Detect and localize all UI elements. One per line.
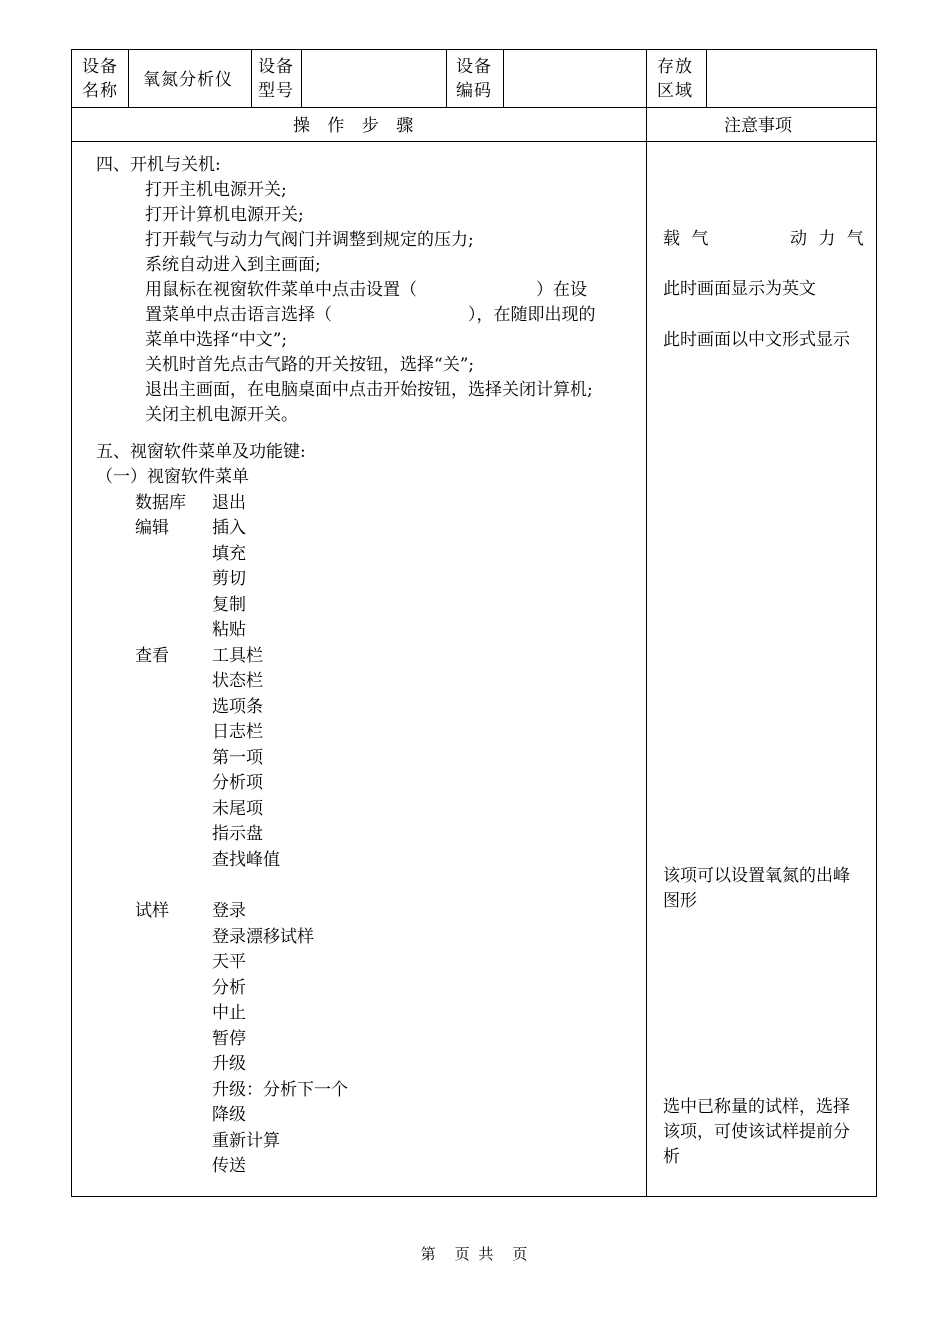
menu-item: 降级 <box>212 1105 246 1125</box>
menu-item: 填充 <box>212 544 246 564</box>
section4-line: 关闭主机电源开关。 <box>145 405 298 425</box>
menu-name: 查看 <box>135 646 169 666</box>
page-footer: 第 页 共 页 <box>420 1245 530 1263</box>
section4-title: 四、开机与关机: <box>96 155 221 175</box>
notes-column-header: 注意事项 <box>724 116 792 136</box>
menu-item: 工具栏 <box>212 646 263 666</box>
menu-item: 日志栏 <box>212 722 263 742</box>
menu-item: 状态栏 <box>212 671 263 691</box>
menu-name: 试样 <box>135 901 169 921</box>
menu-item: 第一项 <box>212 748 263 768</box>
menu-item: 查找峰值 <box>212 850 280 870</box>
menu-item: 升级 <box>212 1054 246 1074</box>
section5-title: 五、视窗软件菜单及功能键: <box>96 442 306 462</box>
section5-subtitle: （一）视窗软件菜单 <box>96 467 249 487</box>
menu-item: 分析项 <box>212 773 263 793</box>
menu-item: 传送 <box>212 1156 246 1176</box>
menu-item: 未尾项 <box>212 799 263 819</box>
note-advance: 选中已称量的试样，选择该项，可使该试样提前分析 <box>663 1097 850 1167</box>
note-chinese: 此时画面以中文形式显示 <box>663 330 850 350</box>
menu-item: 选项条 <box>212 697 263 717</box>
menu-item: 天平 <box>212 952 246 972</box>
menu-item: 升级：分析下一个 <box>212 1080 348 1100</box>
note-power-gas: 动 力 气 <box>790 229 867 249</box>
section4-line: 退出主画面，在电脑桌面中点击开始按钮，选择关闭计算机; <box>145 380 593 400</box>
header-divider <box>71 107 877 108</box>
steps-column-header: 操 作 步 骤 <box>293 116 414 136</box>
section4-line: 关机时首先点击气路的开关按钮，选择“关”; <box>145 355 475 375</box>
section4-line: 打开主机电源开关; <box>145 180 287 200</box>
device-model-label: 设备 型号 <box>258 57 294 101</box>
storage-area-label: 存放 区域 <box>657 57 693 101</box>
notes-column-divider <box>646 49 647 1197</box>
note-english: 此时画面显示为英文 <box>663 279 816 299</box>
col-divider <box>128 49 129 107</box>
section4-line: 打开计算机电源开关; <box>145 205 304 225</box>
device-name-value: 氧氮分析仪 <box>143 70 233 90</box>
device-code-label: 设备 编码 <box>456 57 492 101</box>
device-name-label: 设备 名称 <box>82 57 118 101</box>
section4-line: 置菜单中点击语言选择（ ），在随即出现的 <box>145 305 596 325</box>
menu-item: 复制 <box>212 595 246 615</box>
note-peak: 该项可以设置氧氮的出峰图形 <box>663 866 850 911</box>
menu-item: 退出 <box>212 493 246 513</box>
menu-name: 数据库 <box>135 493 186 513</box>
menu-item: 分析 <box>212 978 246 998</box>
menu-item: 中止 <box>212 1003 246 1023</box>
menu-item: 登录漂移试样 <box>212 927 314 947</box>
menu-item: 插入 <box>212 518 246 538</box>
col-divider <box>503 49 504 107</box>
menu-item: 剪切 <box>212 569 246 589</box>
section4-line: 系统自动进入到主画面; <box>145 255 321 275</box>
column-header-divider <box>71 141 877 142</box>
menu-item: 暂停 <box>212 1029 246 1049</box>
menu-item: 粘贴 <box>212 620 246 640</box>
col-divider <box>301 49 302 107</box>
menu-item: 指示盘 <box>212 824 263 844</box>
section4-line: 菜单中选择“中文”; <box>145 330 288 350</box>
col-divider <box>251 49 252 107</box>
section4-line: 用鼠标在视窗软件菜单中点击设置（ ）在设 <box>145 280 587 300</box>
note-carrier-gas: 载 气 <box>663 229 712 249</box>
col-divider <box>446 49 447 107</box>
col-divider <box>706 49 707 107</box>
menu-name: 编辑 <box>135 518 169 538</box>
section4-line: 打开载气与动力气阀门并调整到规定的压力; <box>145 230 474 250</box>
menu-item: 重新计算 <box>212 1131 280 1151</box>
menu-item: 登录 <box>212 901 246 921</box>
